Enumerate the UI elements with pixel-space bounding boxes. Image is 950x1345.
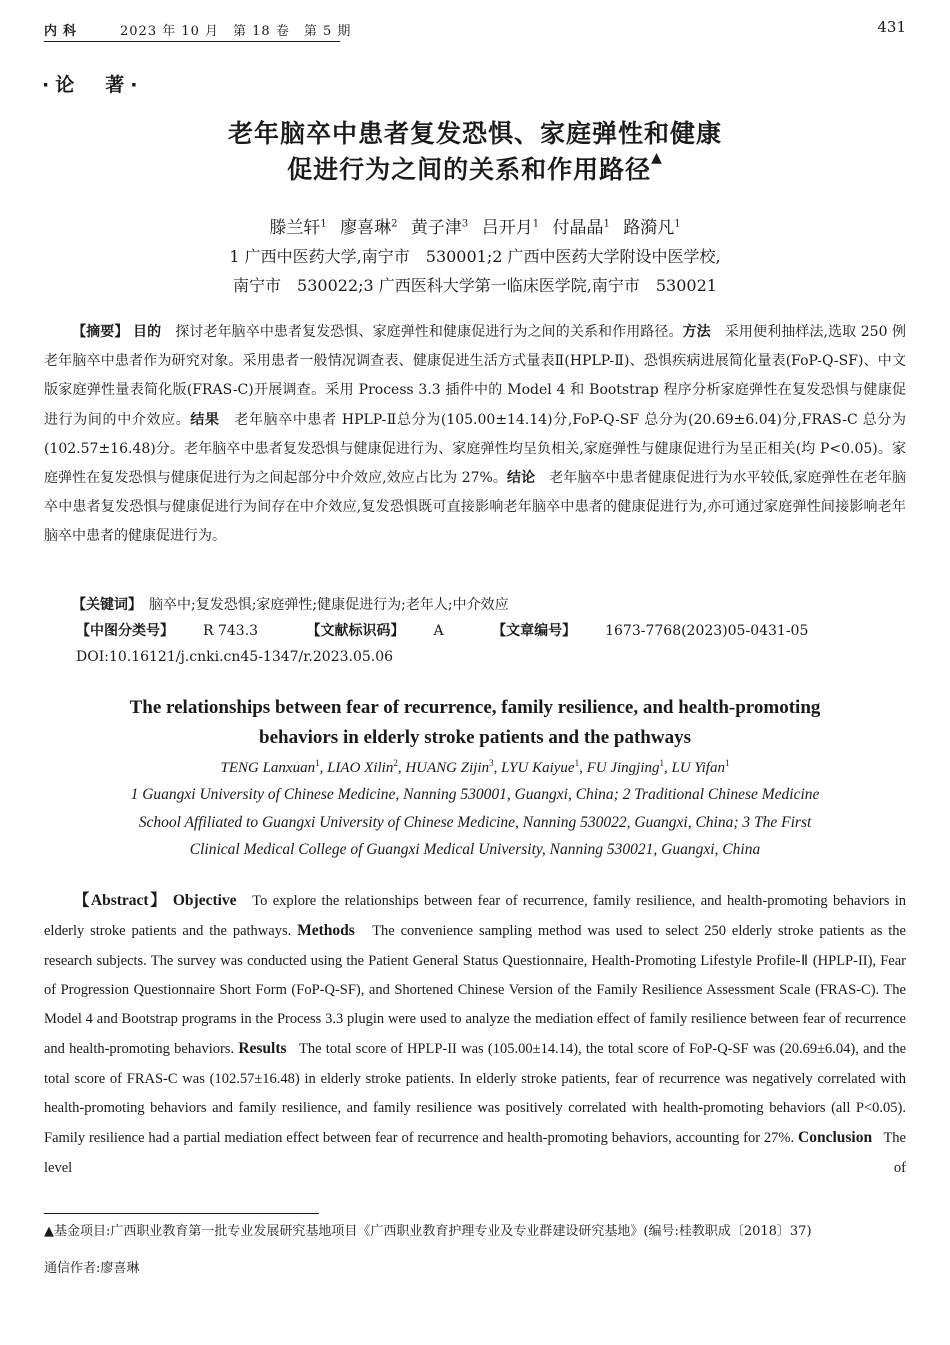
title-cn-line2: 促进行为之间的关系和作用路径 bbox=[287, 155, 652, 184]
header-rule bbox=[44, 41, 340, 42]
title-en-line2: behaviors in elderly stroke patients and the pathways bbox=[259, 727, 691, 748]
fund-footnote: ▲基金项目:广西职业教育第一批专业发展研究基地项目《广西职业教育护理专业及专业群建设研究基地》(编号:桂教职成〔2018〕37) bbox=[44, 1224, 812, 1239]
authors-cn bbox=[0, 213, 950, 238]
author-en: TENG Lanxuan$^1$ bbox=[220, 758, 320, 776]
methods-cn-label: 方法 bbox=[682, 324, 711, 340]
author-cn: 吕开月$^1$ bbox=[481, 218, 540, 238]
results-en-label: Results bbox=[238, 1040, 287, 1058]
conclusion-cn: 老年脑卒中患者健康促进行为水平较低,家庭弹性在老年脑卒中患者复发恐惧与健康促进行为间存在中介效应,复发恐惧既可直接影响老年脑卒中患者的健康促进行为,亦可通过家庭弹性间接影响老年脑卒中患者的健康促进行为。 bbox=[44, 470, 906, 545]
affiliation-en-line2: School Affiliated to Guangxi University of Chinese Medicine, Nanning 530022, Guangxi, China; 3 The First bbox=[138, 814, 812, 831]
author-en: HUANG Zijin$^3$ bbox=[405, 758, 494, 776]
objective-en: To explore the relationships between fear of recurrence, family resilience, and health-promoting behaviors in elderly stroke patients and the pathways. bbox=[44, 893, 906, 940]
objective-cn: 探讨老年脑卒中患者复发恐惧、家庭弹性和健康促进行为之间的关系和作用路径。 bbox=[175, 324, 683, 340]
abstract-en-label: 【Abstract】 bbox=[72, 892, 168, 909]
conclusion-en: The level of bbox=[44, 1130, 906, 1176]
author-cn: 路漪凡$^1$ bbox=[623, 218, 681, 238]
methods-en: The convenience sampling method was used to select 250 elderly stroke patients as the research subjects. The survey was conducted using the Patient General Status Questionnaire, Health-Promoting Lifestyle Profile-Ⅱ (HPLP-II), Fear of Progression Questionnaire Short Form (FoP-Q-SF), and Shortened Chinese Version of the Family Resilience Assessment Scale (FRAS-C). The Model 4 and Bootstrap programs in the Process 3.3 plugin were used to analyze the mediation effect of family resilience between fear of recurrence and health-promoting behaviors. bbox=[44, 923, 906, 1058]
running-header bbox=[44, 18, 906, 40]
issue-info: 2023 年 10 月 第 18 卷 第 5 期 bbox=[120, 24, 352, 39]
title-cn-line1: 老年脑卒中患者复发恐惧、家庭弹性和健康 bbox=[227, 119, 722, 148]
doc-code-value: A bbox=[433, 623, 444, 639]
doc-code-label: 【文献标识码】 bbox=[306, 623, 398, 639]
clc-value: R 743.3 bbox=[203, 623, 259, 639]
objective-en-label: Objective bbox=[172, 892, 237, 909]
affiliation-cn-line1: 1 广西中医药大学,南宁市 530001;2 广西中医药大学附设中医学校, bbox=[229, 247, 721, 266]
results-cn-label: 结果 bbox=[190, 411, 220, 428]
classification-line bbox=[76, 620, 852, 640]
abstract-cn bbox=[44, 318, 906, 552]
author-cn: 滕兰轩$^1$ bbox=[269, 218, 327, 238]
objective-cn-label: 目的 bbox=[133, 324, 162, 340]
keywords-cn bbox=[44, 591, 906, 620]
conclusion-en-label: Conclusion bbox=[798, 1129, 873, 1147]
conclusion-cn-label: 结论 bbox=[507, 470, 536, 487]
author-en: LU Yifan$^1$ bbox=[671, 758, 730, 776]
abstract-cn-label: 【摘要】 bbox=[72, 324, 129, 340]
footnote-rule bbox=[44, 1213, 319, 1214]
article-no-label: 【文章编号】 bbox=[492, 623, 570, 639]
author-en: LYU Kaiyue$^1$ bbox=[501, 758, 580, 776]
title-en-line1: The relationships between fear of recurrence, family resilience, and health-promoting bbox=[129, 697, 821, 718]
affiliation-cn-line2: 南宁市 530022;3 广西医科大学第一临床医学院,南宁市 530021 bbox=[233, 276, 717, 295]
keywords-label: 【关键词】 bbox=[72, 597, 135, 613]
article-no-value: 1673-7768(2023)05-0431-05 bbox=[605, 623, 809, 639]
author-cn: 黄子津$^3$ bbox=[410, 218, 469, 238]
journal-name: 内科 bbox=[44, 24, 83, 39]
methods-cn: 采用便利抽样法,选取 250 例老年脑卒中患者作为研究对象。采用患者一般情况调查表、健康促进生活方式量表Ⅱ(HPLP-Ⅱ)、恐惧疾病进展简化量表(FoP-Q-SF)、中文版家庭弹性量表简化版(FRAS-C)开展调查。采用 Process 3.3 插件中的 Model 4 和 Bootstrap 程序分析家庭弹性在复发恐惧与健康促进行为间的中介效应。 bbox=[44, 324, 907, 428]
section-label: ·论 著· bbox=[42, 74, 144, 96]
methods-en-label: Methods bbox=[297, 922, 355, 940]
doi: DOI:10.16121/j.cnki.cn45-1347/r.2023.05.06 bbox=[76, 649, 394, 665]
authors-en: TENG Lanxuan$^1$, LIAO Xilin$^2$, HUANG Zijin$^3$, LYU Kaiyue$^1$, FU Jingjing$^1$, LU Yifan$^1$ bbox=[220, 758, 730, 776]
results-en: The total score of HPLP-II was (105.00±14.14), the total score of FoP-Q-SF was (20.69±6.04), and the total score of FRAS-C was (102.57±16.48) in elderly stroke patients. In elderly stroke patients, fear of recurrence was negatively correlated with health-promoting behaviors and family resilience, and family resilience was positively correlated with health-promoting behaviors (all P<0.05). Family resilience had a partial mediation effect between fear of recurrence and health-promoting behaviors, accounting for 27%. bbox=[44, 1041, 907, 1147]
author-cn: 廖喜琳$^2$ bbox=[340, 218, 398, 238]
author-cn: 付晶晶$^1$ bbox=[552, 218, 610, 238]
affiliation-en-line3: Clinical Medical College of Guangxi Medical University, Nanning 530021, Guangxi, China bbox=[189, 841, 761, 858]
author-en: FU Jingjing$^1$ bbox=[586, 758, 664, 776]
affiliation-en-line1: 1 Guangxi University of Chinese Medicine, Nanning 530001, Guangxi, China; 2 Traditional Chinese Medicine bbox=[130, 786, 820, 803]
clc-label: 【中图分类号】 bbox=[76, 623, 167, 639]
correspondence-footnote: 通信作者:廖喜琳 bbox=[44, 1261, 140, 1276]
abstract-en bbox=[44, 886, 906, 1183]
title-cn-line2-wrap bbox=[0, 150, 950, 186]
author-en: LIAO Xilin$^2$ bbox=[327, 758, 398, 776]
results-cn: 老年脑卒中患者 HPLP-Ⅱ总分为(105.00±14.14)分,FoP-Q-SF 总分为(20.69±6.04)分,FRAS-C 总分为(102.57±16.48)分。老年脑卒中患者复发恐惧与健康促进行为、家庭弹性均呈负相关,家庭弹性与健康促进行为呈正相关(均 P<0.05)。家庭弹性在复发恐惧与健康促进行为之间起部分中介效应,效应占比为 27%。 bbox=[44, 411, 907, 487]
page-number: 431 bbox=[877, 18, 906, 36]
fund-mark: ▲ bbox=[651, 150, 663, 166]
keywords-text: 脑卒中;复发恐惧;家庭弹性;健康促进行为;老年人;中介效应 bbox=[149, 597, 509, 613]
